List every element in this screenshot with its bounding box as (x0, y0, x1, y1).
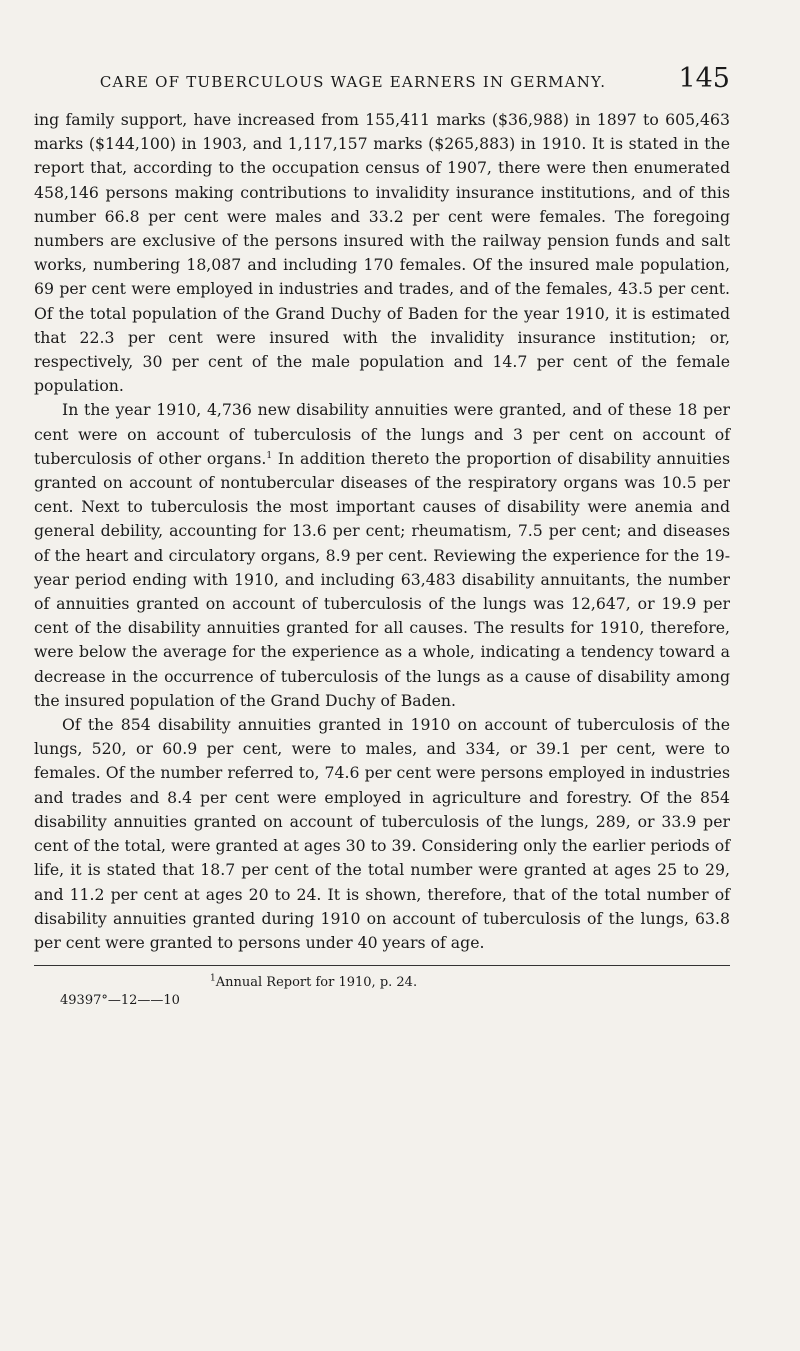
footnote-rule (34, 965, 730, 966)
document-page (34, 63, 730, 1010)
paragraph-2-part-1: In the year 1910, 4,736 new disability annuities were granted, and of these 18 per cent were on account of tuberculosis of the lungs and 3 per cent on account of tuberculosis of other organs. (34, 400, 730, 468)
print-code: 49397°—12——10 (60, 993, 180, 1009)
page-number: 145 (678, 63, 730, 94)
paragraph-2-part-2: In addition thereto the proportion of disability annuities granted on account of nontubercular diseases of the respiratory organs was 10.5 per cent. Next to tuberculosis the most important causes of disability were anemia and general debility, accounting for 13.6 per cent; rheumatism, 7.5 per cent; and diseases of the heart and circulatory organs, 8.9 per cent. Reviewing the experience for the 19-year period ending with 1910, and including 63,483 disability annuitants, the number of annuities granted on account of tuberculosis of the lungs was 12,647, or 19.9 per cent of the disability annuities granted for all causes. The results for 1910, therefore, were below the average for the experience as a whole, indicating a tendency toward a decrease in the occurrence of tuberculosis of the lungs as a cause of disability among the insured population of the Grand Duchy of Baden. (34, 448, 730, 710)
paragraph-3: Of the 854 disability annuities granted in 1910 on account of tuberculosis of the lungs, 520, or 60.9 per cent, were to males, and 334, or 39.1 per cent, were to females. Of the number referred to, 74.6 per cent were persons employed in industries and trades and 8.4 per cent were employed in agriculture and forestry. Of the 854 disability annuities granted on account of tuberculosis of the lungs, 289, or 33.9 per cent of the total, were granted at ages 30 to 39. Considering only the earlier periods of life, it is stated that 18.7 per cent of the total number were granted at ages 25 to 29, and 11.2 per cent at ages 20 to 24. It is shown, therefore, that of the total number of disability annuities granted during 1910 on account of tuberculosis of the lungs, 63.8 per cent were granted to persons under 40 years of age. (34, 715, 730, 952)
footnote-area (34, 974, 730, 1010)
running-title: CARE OF TUBERCULOUS WAGE EARNERS IN GERMANY. (99, 73, 607, 91)
paragraph-1: ing family support, have increased from 155,411 marks ($36,988) in 1897 to 605,463 marks ($144,100) in 1903, and 1,117,157 marks ($265,883) in 1910. It is stated in the report that, according to the occupation census of 1907, there were then enumerated 458,146 persons making contributions to invalidity insurance institutions, and of this number 66.8 per cent were males and 33.2 per cent were females. The foregoing numbers are exclusive of the persons insured with the railway pension funds and salt works, numbering 18,087 and including 170 females. Of the insured male population, 69 per cent were employed in industries and trades, and of the females, 43.5 per cent. Of the total population of the Grand Duchy of Baden for the year 1910, it is estimated that 22.3 per cent were insured with the invalidity insurance institution; or, respectively, 30 per cent of the male population and 14.7 per cent of the female population. (34, 110, 730, 396)
footnote (210, 974, 417, 991)
footnote-mark: 1 (210, 973, 216, 984)
running-head (34, 63, 730, 110)
paragraph-2 (34, 398, 730, 713)
body-text (34, 108, 730, 955)
footnote-reference: 1 (266, 450, 273, 461)
footnote-text: Annual Report for 1910, p. 24. (215, 975, 418, 991)
